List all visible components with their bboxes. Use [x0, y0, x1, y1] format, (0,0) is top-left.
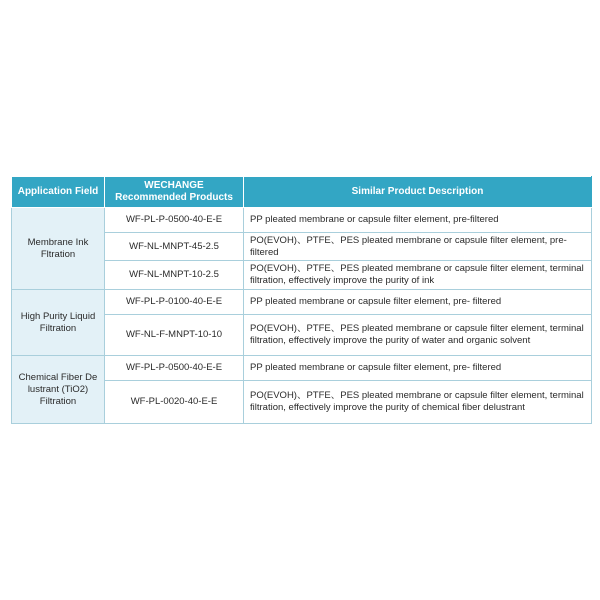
product-code: WF-NL-MNPT-45-2.5: [129, 240, 219, 252]
application-field-cell: [12, 290, 105, 356]
header-recommended-products-label: WECHANGE Recommended Products: [115, 180, 233, 203]
product-code-cell: [105, 315, 244, 356]
table-header-row: [12, 177, 592, 208]
product-description-cell: [244, 233, 592, 261]
application-field-label: High Purity Liquid Filtration: [20, 310, 96, 334]
product-code: WF-PL-P-0500-40-E-E: [125, 362, 223, 373]
product-description: PO(EVOH)、PTFE、PES pleated membrane or capsule filter element, terminal filtration, effectively improve the purity of chemical fiber delustrant: [250, 390, 584, 413]
table-row: [12, 290, 592, 315]
product-code: WF-NL-MNPT-10-2.5: [129, 269, 219, 280]
product-code-cell: [105, 381, 244, 424]
product-code: WF-PL-P-0500-40-E-E: [125, 214, 223, 225]
table-row: [12, 356, 592, 381]
application-field-cell: [12, 356, 105, 424]
product-description-cell: [244, 208, 592, 233]
application-field-cell: [12, 208, 105, 290]
product-description: PP pleated membrane or capsule filter element, pre- filtered: [250, 362, 502, 373]
product-code: WF-PL-P-0100-40-E-E: [125, 296, 223, 307]
product-code: WF-PL-0020-40-E-E: [130, 396, 218, 407]
product-description-cell: [244, 315, 592, 356]
product-description-cell: [244, 290, 592, 315]
product-code-cell: [105, 290, 244, 315]
product-code-cell: [105, 233, 244, 261]
product-code-cell: [105, 208, 244, 233]
application-field-label: Membrane Ink Fltration: [27, 236, 89, 260]
product-description-cell: [244, 261, 592, 290]
header-recommended-products: [105, 177, 244, 208]
product-description: PO(EVOH)、PTFE、PES pleated membrane or capsule filter element, terminal filtration, effectively improve the purity of water and organic solvent: [250, 323, 584, 346]
product-comparison-table: [11, 176, 592, 424]
product-description-cell: [244, 356, 592, 381]
product-table-container: [11, 176, 591, 424]
product-description: PO(EVOH)、PTFE、PES pleated membrane or capsule filter element, terminal filtration, effectively improve the purity of ink: [250, 263, 584, 286]
application-field-label: Chemical Fiber De lustrant (TiO2) Filtration: [18, 371, 98, 407]
product-description-cell: [244, 381, 592, 424]
product-description: PP pleated membrane or capsule filter element, pre- filtered: [250, 296, 502, 307]
product-code-cell: [105, 261, 244, 290]
product-code-cell: [105, 356, 244, 381]
header-similar-description-label: Similar Product Description: [351, 186, 484, 197]
header-application-field-label: Application Field: [17, 186, 99, 197]
table-row: [12, 208, 592, 233]
product-code: WF-NL-F-MNPT-10-10: [125, 329, 223, 340]
product-description: PP pleated membrane or capsule filter element, pre-filtered: [250, 214, 499, 225]
product-description: PO(EVOH)、PTFE、PES pleated membrane or capsule filter element, pre-filtered: [250, 234, 567, 258]
header-similar-description: [244, 177, 592, 208]
header-application-field: [12, 177, 105, 208]
